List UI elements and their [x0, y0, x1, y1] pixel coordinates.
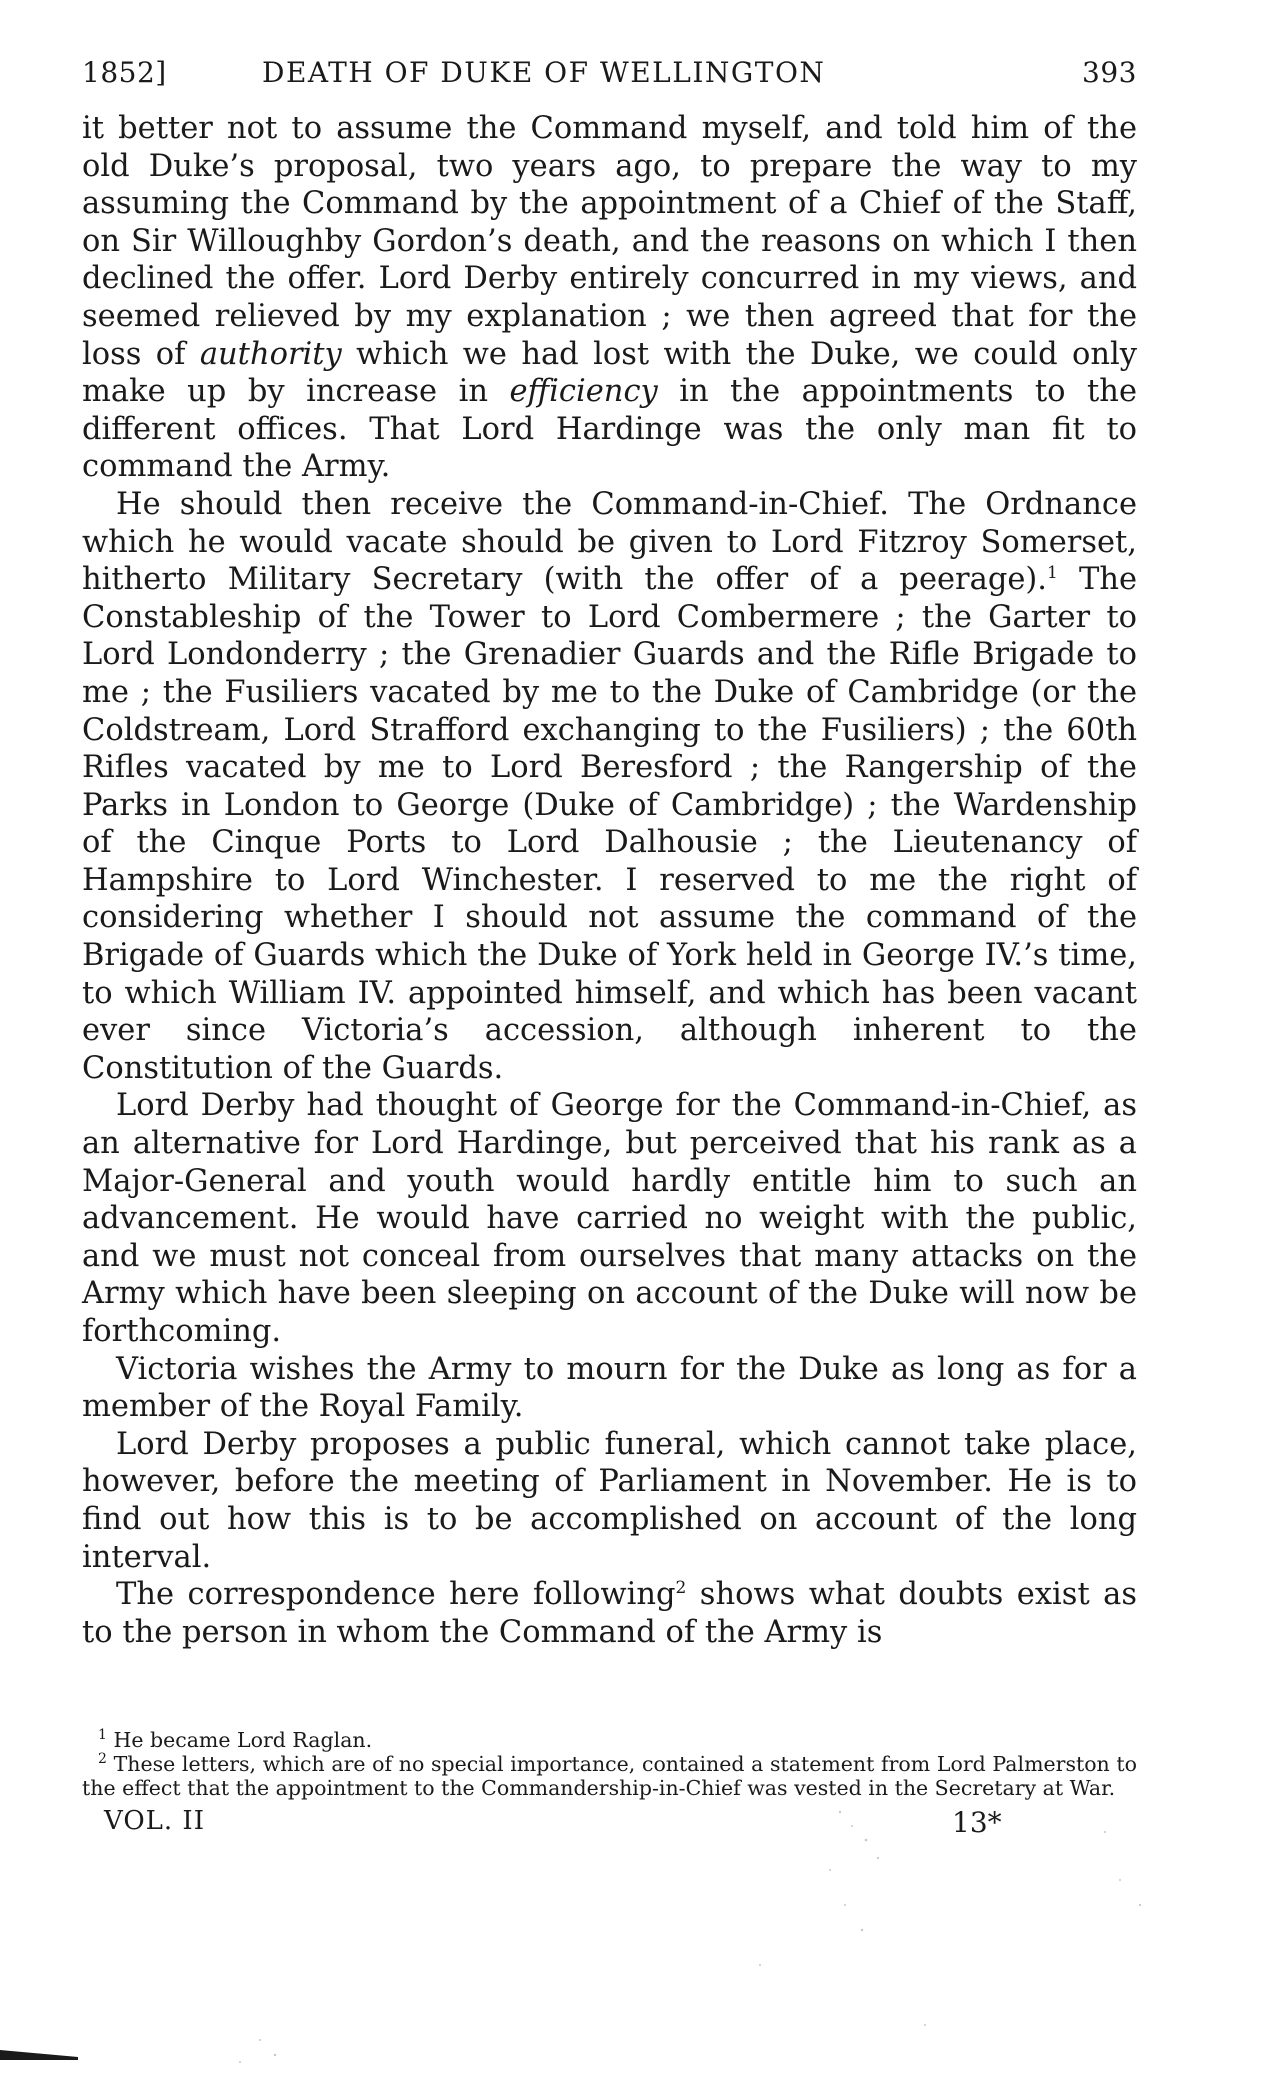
emphasis-authority: authority	[199, 336, 342, 372]
page-pointer-mark	[0, 2050, 78, 2060]
footnote-1: $^1$ He became Lord Raglan.	[98, 1727, 373, 1752]
signature-mark: 13*	[952, 1806, 1002, 1839]
paragraph-2: He should then receive the Command-in-Chief. The Ordnance which he would vacate should be given to Lord Fitzroy Somerset, hitherto Military Secretary (with the offer of a peerage).$^1$ The Constableship of the Tower to Lord Combermere ; the Garter to Lord Londonderry ; the Grenadier Guards and the Rifle Brigade to me ; the Fusiliers vacated by me to the Duke of Cambridge (or the Coldstream, Lord Strafford exchanging to the Fusiliers) ; the 60th Rifles vacated by me to Lord Beresford ; the Rangership of the Parks in London to George (Duke of Cambridge) ; the Wardenship of the Cinque Ports to Lord Dalhousie ; the Lieutenancy of Hampshire to Lord Winchester. I reserved to me the right of considering whether I should not assume the command of the Brigade of Guards which the Duke of York held in George IV.’s time, to which William IV. appointed himself, and which has been vacant ever since Victoria’s accession, although inherent to the Constitution of the Guards.	[82, 486, 1138, 1086]
paragraph-1: it better not to assume the Command myself, and told him of the old Duke’s proposal, two years ago, to prepare the way to my assuming the Command by the appointment of a Chief of the Staff, on Sir Willoughby Gordon’s death, and the reasons on which I then declined the offer. Lord Derby entirely concurred in my views, and seemed relieved by my explanation ; we then agreed that for the loss of authority which we had lost with the Duke, we could only make up by increase in efficiency in the appointments to the different offices. That Lord Hardinge was the only man fit to command the Army.	[82, 111, 1137, 485]
emphasis-efficiency: efficiency	[509, 374, 658, 410]
footnote-2: $^2$ These letters, which are of no special importance, contained a statement from Lord Palmerston to the effect that the appointment to the Commandership-in-Chief was vested in the Secretary at War.	[82, 1751, 1137, 1800]
paragraph-5: Lord Derby proposes a public funeral, which cannot take place, however, before the meeting of Parliament in November. He is to find out how this is to be accomplished on account of the long interval.	[82, 1426, 1137, 1575]
page-foot	[82, 1806, 1137, 1842]
running-head	[82, 56, 1137, 100]
footnote-ref-1: 1	[1047, 562, 1058, 583]
book-page	[82, 56, 1138, 1839]
running-head-title: DEATH OF DUKE OF WELLINGTON	[262, 56, 826, 89]
footnotes	[82, 1728, 1137, 1800]
body-text	[82, 110, 1137, 1651]
paragraph-4: Victoria wishes the Army to mourn for the Duke as long as for a member of the Royal Family.	[82, 1351, 1137, 1425]
paragraph-3: Lord Derby had thought of George for the Command-in-Chief, as an alternative for Lord Hardinge, but perceived that his rank as a Major-General and youth would hardly entitle him to such an advancement. He would have carried no weight with the public, and we must not conceal from ourselves that many attacks on the Army which have been sleeping on account of the Duke will now be forthcoming.	[82, 1088, 1137, 1349]
running-head-year: 1852]	[82, 56, 167, 89]
paragraph-6: The correspondence here following$^2$ shows what doubts exist as to the person in whom the Command of the Army is	[82, 1577, 1138, 1650]
volume-label: VOL. II	[104, 1806, 205, 1836]
footnote-ref-2: 2	[675, 1578, 687, 1598]
page-number: 393	[1082, 56, 1137, 89]
